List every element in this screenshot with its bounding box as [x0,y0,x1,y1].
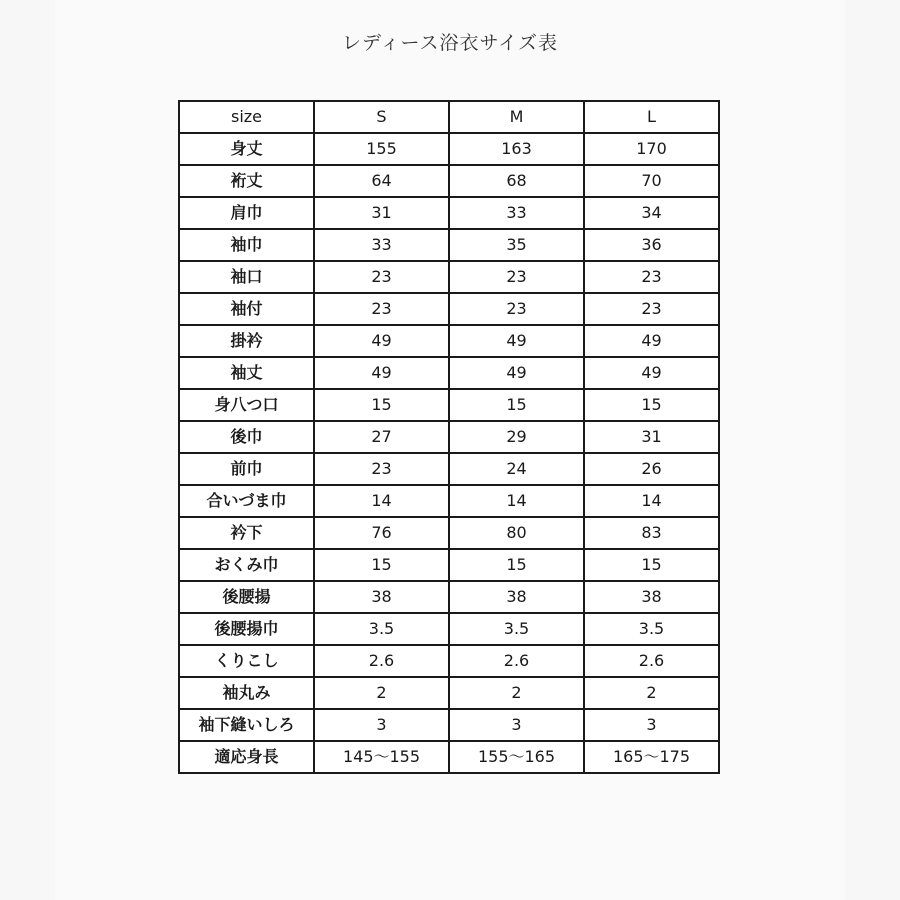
cell-s: 3.5 [314,613,449,645]
table-row [179,517,719,549]
table-row [179,261,719,293]
cell-l: 3.5 [584,613,719,645]
header-cell-l: L [584,101,719,133]
cell-l: 170 [584,133,719,165]
cell-s: 23 [314,261,449,293]
table-row [179,165,719,197]
cell-s: 15 [314,549,449,581]
cell-l: 38 [584,581,719,613]
cell-l: 15 [584,549,719,581]
table-row [179,453,719,485]
cell-s: 49 [314,325,449,357]
cell-l: 2 [584,677,719,709]
cell-l: 23 [584,261,719,293]
cell-m: 15 [449,549,584,581]
cell-m: 155～165 [449,741,584,773]
cell-m: 3 [449,709,584,741]
cell-l: 165～175 [584,741,719,773]
table-row [179,229,719,261]
cell-l: 83 [584,517,719,549]
row-label: 袖巾 [179,229,314,261]
cell-m: 49 [449,357,584,389]
table-row [179,741,719,773]
table-row [179,645,719,677]
cell-l: 23 [584,293,719,325]
cell-m: 68 [449,165,584,197]
table-row [179,133,719,165]
cell-s: 3 [314,709,449,741]
row-label: 袖付 [179,293,314,325]
cell-l: 2.6 [584,645,719,677]
cell-l: 49 [584,325,719,357]
cell-l: 70 [584,165,719,197]
header-cell-m: M [449,101,584,133]
cell-s: 31 [314,197,449,229]
table-row [179,709,719,741]
cell-m: 14 [449,485,584,517]
cell-l: 26 [584,453,719,485]
row-label: 袖丈 [179,357,314,389]
cell-m: 35 [449,229,584,261]
table-row [179,357,719,389]
cell-l: 3 [584,709,719,741]
cell-s: 33 [314,229,449,261]
cell-m: 33 [449,197,584,229]
cell-m: 163 [449,133,584,165]
row-label: 適応身長 [179,741,314,773]
size-table [178,100,720,774]
table-row [179,293,719,325]
cell-m: 80 [449,517,584,549]
cell-m: 3.5 [449,613,584,645]
cell-l: 34 [584,197,719,229]
cell-l: 14 [584,485,719,517]
row-label: 袖下縫いしろ [179,709,314,741]
cell-s: 23 [314,453,449,485]
cell-s: 76 [314,517,449,549]
table-row [179,613,719,645]
row-label: 身八つ口 [179,389,314,421]
cell-s: 38 [314,581,449,613]
cell-s: 2 [314,677,449,709]
cell-m: 15 [449,389,584,421]
cell-s: 23 [314,293,449,325]
row-label: 袖口 [179,261,314,293]
table-row [179,581,719,613]
table-row [179,421,719,453]
row-label: 合いづま巾 [179,485,314,517]
cell-m: 49 [449,325,584,357]
row-label: 後腰揚巾 [179,613,314,645]
cell-s: 27 [314,421,449,453]
row-label: 肩巾 [179,197,314,229]
table-row [179,677,719,709]
row-label: 後巾 [179,421,314,453]
cell-m: 2 [449,677,584,709]
header-cell-s: S [314,101,449,133]
cell-s: 2.6 [314,645,449,677]
row-label: 掛衿 [179,325,314,357]
cell-s: 64 [314,165,449,197]
cell-m: 24 [449,453,584,485]
table-row [179,389,719,421]
cell-s: 49 [314,357,449,389]
cell-l: 15 [584,389,719,421]
row-label: おくみ巾 [179,549,314,581]
cell-m: 23 [449,293,584,325]
row-label: 前巾 [179,453,314,485]
cell-l: 31 [584,421,719,453]
row-label: 衿下 [179,517,314,549]
size-table-body [179,101,719,773]
table-row [179,485,719,517]
table-row [179,549,719,581]
row-label: 身丈 [179,133,314,165]
table-row [179,325,719,357]
cell-m: 2.6 [449,645,584,677]
row-label: 袖丸み [179,677,314,709]
cell-s: 15 [314,389,449,421]
cell-m: 29 [449,421,584,453]
row-label: くりこし [179,645,314,677]
cell-s: 14 [314,485,449,517]
page-title: レディース浴衣サイズ表 [341,32,558,54]
cell-s: 145～155 [314,741,449,773]
row-label: 裄丈 [179,165,314,197]
cell-l: 49 [584,357,719,389]
cell-m: 23 [449,261,584,293]
table-header-row [179,101,719,133]
cell-s: 155 [314,133,449,165]
cell-m: 38 [449,581,584,613]
cell-l: 36 [584,229,719,261]
header-cell-size: size [179,101,314,133]
table-row [179,197,719,229]
row-label: 後腰揚 [179,581,314,613]
